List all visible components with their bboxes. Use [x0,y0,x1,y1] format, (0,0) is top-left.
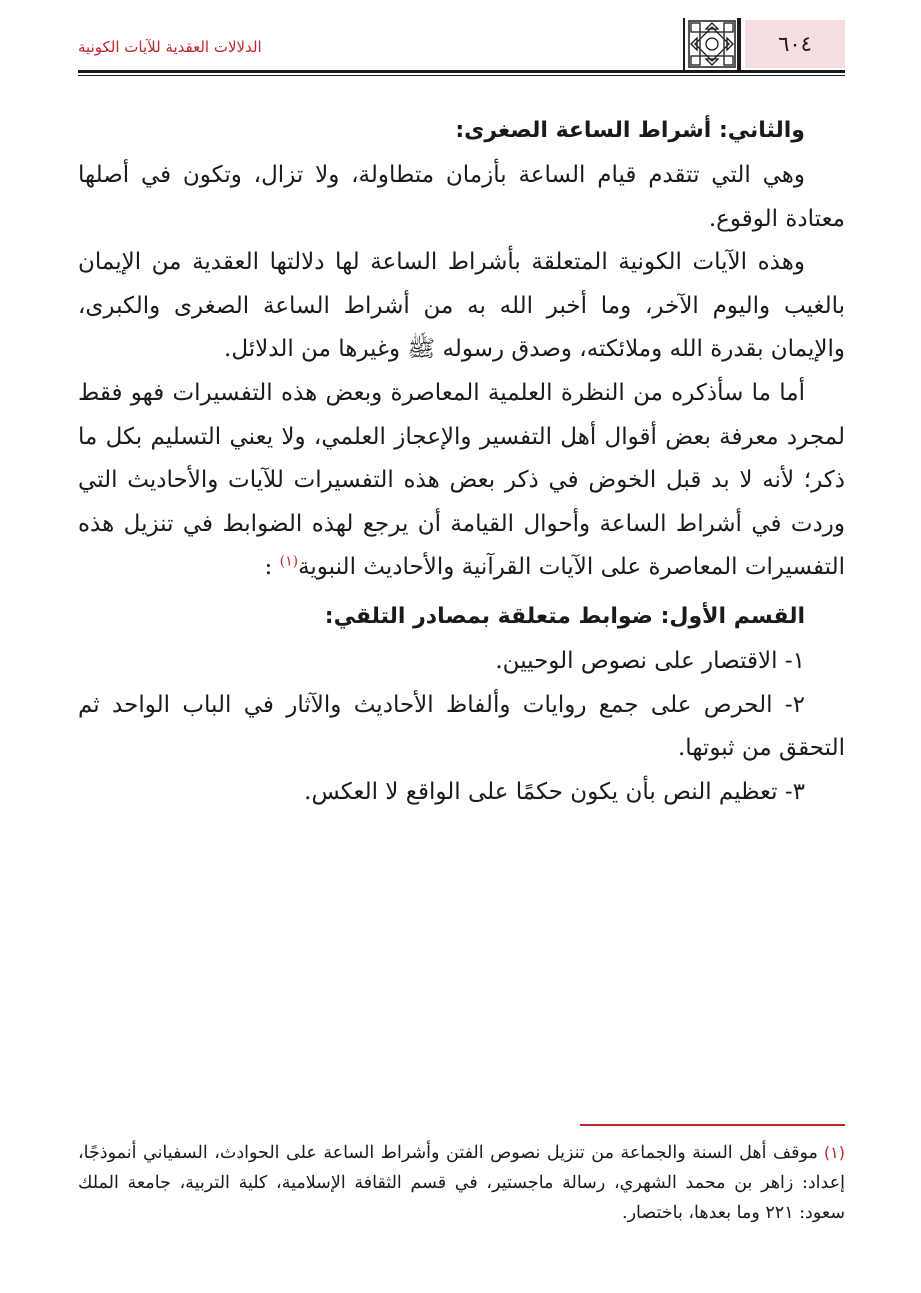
page-number-box [745,20,845,68]
paragraph-definition: وهي التي تتقدم قيام الساعة بأزمان متطاولة، ولا تزال، وتكون في أصلها معتادة الوقوع. [78,162,845,232]
footnote-separator [580,1124,845,1126]
footnote [78,1138,845,1228]
header-divider-right [737,18,741,70]
list-item: ٣- تعظيم النص بأن يكون حكمًا على الواقع لا العكس. [304,778,805,805]
header-rule-thin [78,75,845,76]
main-text [78,108,845,814]
footnote-reference: (١) [279,553,299,570]
list-item: ٢- الحرص على جمع روايات وألفاظ الأحاديث والآثار في الباب الواحد ثم التحقق من ثبوتها. [78,691,845,762]
page-header [78,18,845,72]
page-number: ٦٠٤ [778,32,812,56]
running-title: الدلالات العقدية للآيات الكونية [78,38,262,56]
header-divider-left [683,18,685,70]
paragraph-colon: : [264,554,273,581]
header-rule-thick [78,70,845,73]
footnote-text: موقف أهل السنة والجماعة من تنزيل نصوص الفتن وأشراط الساعة على الحوادث، السفياني أنموذجًا، إعداد: زاهر بن محمد الشهري، رسالة ماجستير، في قسم الثقافة الإسلامية، كلية التربية، جامعة الملك سعود: ٢٢١ وما بعدها، باختصار. [78,1143,845,1223]
footnotes [78,1138,845,1228]
paragraph-text: أما ما سأذكره من النظرة العلمية المعاصرة وبعض هذه التفسيرات فهو فقط لمجرد معرفة بعض أقوال أهل التفسير والإعجاز العلمي، ولا يعني التسليم بكل ما ذكر؛ لأنه لا بد قبل الخوض في ذكر بعض هذه التفسيرات للآيات والأحاديث التي وردت في أشراط الساعة وأحوال القيامة أن يرجع لهذه الضوابط في تنزيل هذه التفسيرات المعاصرة على الآيات القرآنية والأحاديث النبوية [78,379,845,581]
footnote-mark: (١) [823,1143,845,1162]
list-item: ١- الاقتصار على نصوص الوحيين. [495,647,805,674]
geometric-star-ornament-icon [687,18,737,70]
paragraph-creedal-significance: وهذه الآيات الكونية المتعلقة بأشراط الساعة لها دلالتها العقدية من الإيمان بالغيب واليوم الآخر، وما أخبر الله به من أشراط الساعة الصغرى والكبرى، والإيمان بقدرة الله وملائكته، وصدق رسوله ﷺ وغيرها من الدلائل. [78,249,845,363]
section-heading-minor-signs: والثاني: أشراط الساعة الصغرى: [455,118,805,143]
paragraph-scientific-interpretations [78,372,845,590]
section-heading-first-part: القسم الأول: ضوابط متعلقة بمصادر التلقي: [324,603,805,629]
